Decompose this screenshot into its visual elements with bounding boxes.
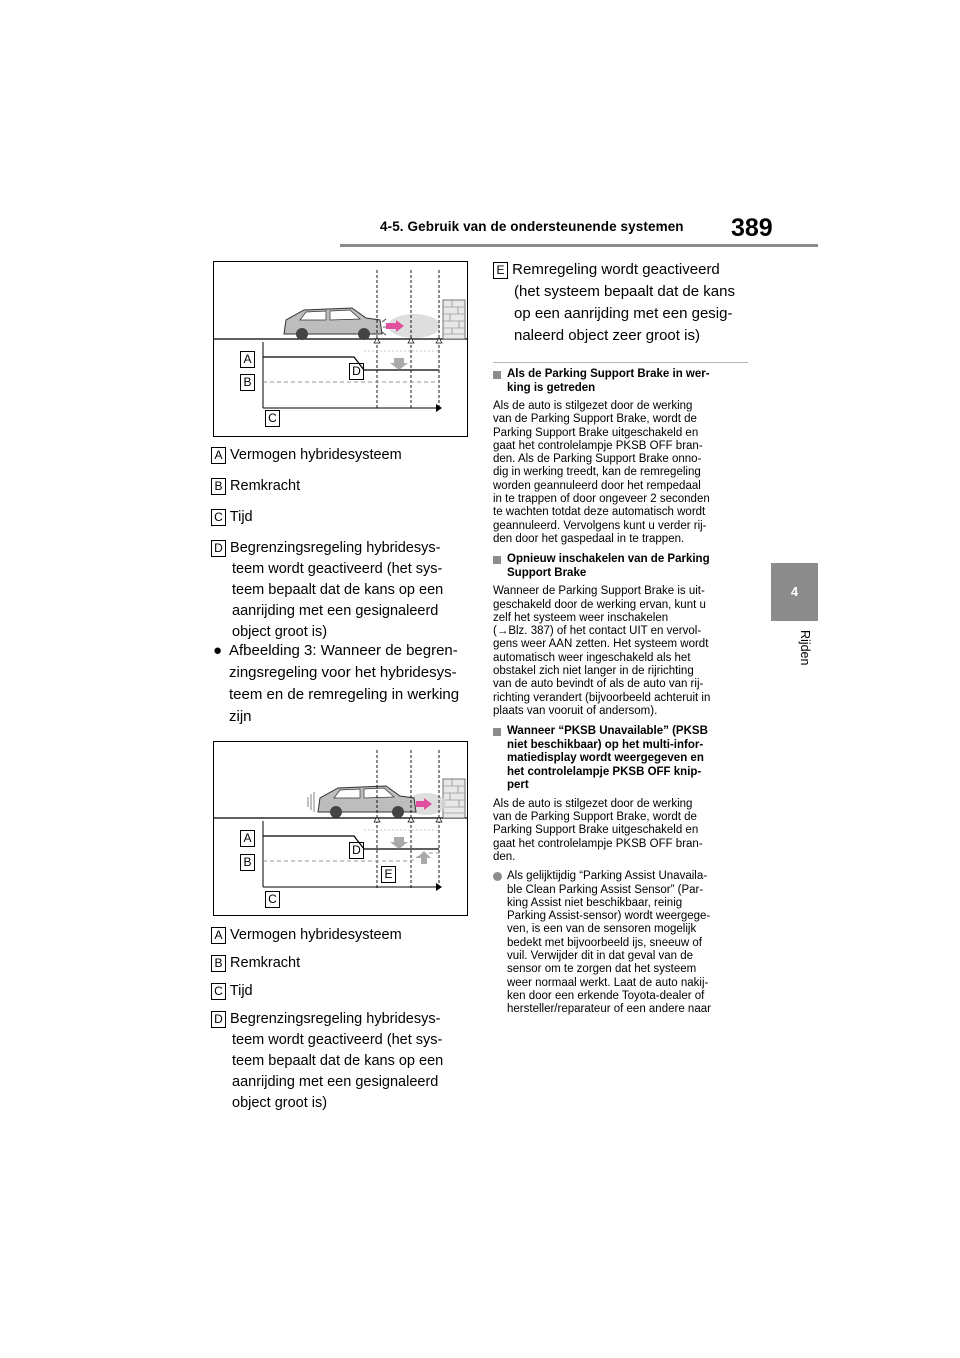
legend-letter: E <box>493 262 508 279</box>
legend-text-line: object groot is) <box>232 624 328 640</box>
legend-item <box>211 953 471 981</box>
bullet-line: sensor om te zorgen dat het systeem <box>507 963 697 976</box>
body-line: plaats van vooruit of andersom). <box>493 704 658 717</box>
legend-text-line: teem bepaalt dat de kans op een <box>232 582 444 598</box>
bullet-line: Afbeelding 3: Wanneer de begren- <box>229 642 458 659</box>
legend-text-line: aanrijding met een gesignaleerd <box>232 603 439 619</box>
legend-text-line: (het systeem bepaalt dat de kans <box>514 283 735 300</box>
body-line: richting verandert (bijvoorbeeld achteruit in <box>493 691 711 704</box>
legend-e <box>493 259 753 347</box>
bullet-line: ken door een erkende Toyota-dealer of <box>507 989 705 1002</box>
bullet-line: ble Clean Parking Assist Sensor” (Par- <box>507 883 704 896</box>
body-line: zelf het systeem weer inschakelen <box>493 611 669 624</box>
body-line: den. <box>493 850 516 863</box>
legend-2 <box>211 925 471 1114</box>
section-heading <box>493 553 755 580</box>
body-line: automatisch weer ingeschakeld als het <box>493 651 691 664</box>
page-number: 389 <box>731 214 773 242</box>
legend-text-line: object groot is) <box>232 1095 328 1111</box>
legend-text-line: op een aanrijding met een gesig- <box>514 305 733 322</box>
heading-line: Als de Parking Support Brake in wer- <box>507 368 710 380</box>
wall-icon <box>443 300 465 339</box>
body-line: geannuleerd. Vervolgens kunt u verder rij- <box>493 519 707 532</box>
heading-line: pert <box>507 779 529 792</box>
square-bullet-icon <box>493 371 501 379</box>
legend-text: Tijd <box>229 509 253 525</box>
body-line: Parking Support Brake uitgeschakeld en <box>493 824 699 837</box>
body-line: gens weer AAN zetten. Het systeem wordt <box>493 638 709 651</box>
body-line: te wachten totdat deze automatisch wordt <box>493 506 706 519</box>
diagram-label-c: C <box>265 891 280 908</box>
body-line: Wanneer de Parking Support Brake is uit- <box>493 585 705 598</box>
legend-text: Remkracht <box>230 955 301 971</box>
body-line: Als de auto is stilgezet door de werking <box>493 797 693 810</box>
bullet-item <box>213 640 475 728</box>
body-line: (→Blz. 387) of het contact UIT en vervol- <box>493 625 702 638</box>
legend-letter: B <box>211 478 226 495</box>
legend-letter: A <box>211 927 226 944</box>
bullet-line: ven, is een van de sensoren mogelijk <box>507 923 697 936</box>
body-line: den door het gaspedaal in te trappen. <box>493 532 685 545</box>
header-rule <box>340 244 818 247</box>
legend-text: Begrenzingsregeling hybridesys- <box>230 540 441 556</box>
legend-text: Vermogen hybridesysteem <box>230 927 402 943</box>
legend-1 <box>211 445 471 643</box>
wall-icon <box>443 779 465 818</box>
body-line: gaat het controlelampje PKSB OFF bran- <box>493 837 703 850</box>
section-body <box>493 400 755 546</box>
bullet-line: king Assist niet beschikbaar, reinig <box>507 896 683 909</box>
section-title: 4-5. Gebruik van de ondersteunende systemen <box>380 219 684 234</box>
heading-line: het controlelampje PKSB OFF knip- <box>507 765 702 778</box>
bullet-line: bedekt met bijvoorbeeld ijs, sneeuw of <box>507 936 702 949</box>
bullet-dot: ● <box>213 642 223 659</box>
body-line: van de auto bevindt of als de auto van rij- <box>493 678 704 691</box>
heading-line: Wanneer “PKSB Unavailable” (PKSB <box>507 725 708 738</box>
car-icon <box>308 786 416 818</box>
legend-text: Remregeling wordt geactiveerd <box>512 261 720 278</box>
legend-letter: D <box>211 1011 226 1028</box>
body-line: den. Als de Parking Support Brake onno- <box>493 453 702 466</box>
body-line: in te trappen of door ongeveer 2 seconden <box>493 493 710 506</box>
bullet-line: zingsregeling voor het hybridesys- <box>229 664 457 681</box>
legend-letter: C <box>211 509 226 526</box>
diagram-label-a: A <box>240 830 255 847</box>
figure-1-diagram <box>214 262 467 436</box>
legend-item <box>211 476 471 507</box>
diagram-label-e: E <box>381 866 396 883</box>
figure-1 <box>213 261 468 437</box>
square-bullet-icon <box>493 728 501 736</box>
body-line: Parking Support Brake uitgeschakeld en <box>493 426 699 439</box>
section-body <box>493 798 755 864</box>
legend-text-line: teem bepaalt dat de kans op een <box>232 1053 444 1069</box>
body-line: obstakel zich niet langer in de rijrichting <box>493 665 694 678</box>
section-body <box>493 585 755 718</box>
legend-letter: A <box>211 447 226 464</box>
legend-item <box>211 981 471 1009</box>
body-line: van de Parking Support Brake, wordt de <box>493 811 697 824</box>
legend-text: Vermogen hybridesysteem <box>230 447 402 463</box>
legend-text-line: naleerd object zeer groot is) <box>514 327 700 344</box>
body-line: gaat het controlelampje PKSB OFF bran- <box>493 439 703 452</box>
legend-text: Remkracht <box>230 478 301 494</box>
legend-letter: D <box>211 540 226 557</box>
bullet-item <box>493 870 755 1016</box>
bullet-line: vuil. Verwijder dit in dat geval van de <box>507 950 694 962</box>
diagram-label-a: A <box>240 351 255 368</box>
bullet-line: Parking Assist-sensor) wordt weergege- <box>507 910 711 923</box>
legend-text-line: aanrijding met een gesignaleerd <box>232 1074 439 1090</box>
diagram-label-b: B <box>240 854 255 871</box>
heading-line: Support Brake <box>507 566 587 579</box>
chapter-title: Rijden <box>798 630 812 666</box>
body-line: geschakeld door de werking ervan, kunt u <box>493 598 706 611</box>
legend-item <box>211 507 471 538</box>
legend-text: Tijd <box>229 983 253 999</box>
legend-text: Begrenzingsregeling hybridesys- <box>230 1011 441 1027</box>
diagram-label-c: C <box>265 410 280 427</box>
legend-letter: B <box>211 955 226 972</box>
heading-line: matiedisplay wordt weergegeven en <box>507 752 704 765</box>
body-line: van de Parking Support Brake, wordt de <box>493 413 697 426</box>
heading-line: Opnieuw inschakelen van de Parking <box>507 553 710 566</box>
diagram-label-b: B <box>240 374 255 391</box>
body-line: dig in werking treedt, kan de remregeling <box>493 466 701 479</box>
car-icon <box>284 308 387 340</box>
square-bullet-icon <box>493 556 501 564</box>
chapter-number: 4 <box>790 584 799 599</box>
bullet-line: teem en de remregeling in werking <box>229 686 460 703</box>
legend-item <box>211 538 471 643</box>
body-line: worden geannuleerd door het rempedaal <box>493 479 701 492</box>
figure-2-diagram <box>214 742 467 915</box>
section-heading <box>493 368 755 395</box>
bullet-line: hersteller/reparateur of een andere naar <box>507 1003 711 1016</box>
bullet-line: zijn <box>229 708 252 725</box>
diagram-label-d: D <box>349 363 364 380</box>
legend-text-line: teem wordt geactiveerd (het sys- <box>232 1032 443 1048</box>
legend-item <box>211 1009 471 1114</box>
figure-2 <box>213 741 468 916</box>
legend-letter: C <box>211 983 226 1000</box>
bullet-line: weer normaal werkt. Laat de auto nakij- <box>507 976 709 989</box>
circle-bullet-icon <box>493 872 502 881</box>
heading-line: niet beschikbaar) op het multi-infor- <box>507 738 704 751</box>
body-line: Als de auto is stilgezet door de werking <box>493 400 693 412</box>
section-heading <box>493 725 755 793</box>
right-column <box>493 368 755 1016</box>
diagram-label-d: D <box>349 842 364 859</box>
heading-line: king is getreden <box>507 381 596 394</box>
bullet-line: Als gelijktijdig “Parking Assist Unavaila- <box>507 870 708 883</box>
legend-item <box>211 445 471 476</box>
legend-item <box>211 925 471 953</box>
section-divider <box>493 362 748 363</box>
legend-text-line: teem wordt geactiveerd (het sys- <box>232 561 443 577</box>
